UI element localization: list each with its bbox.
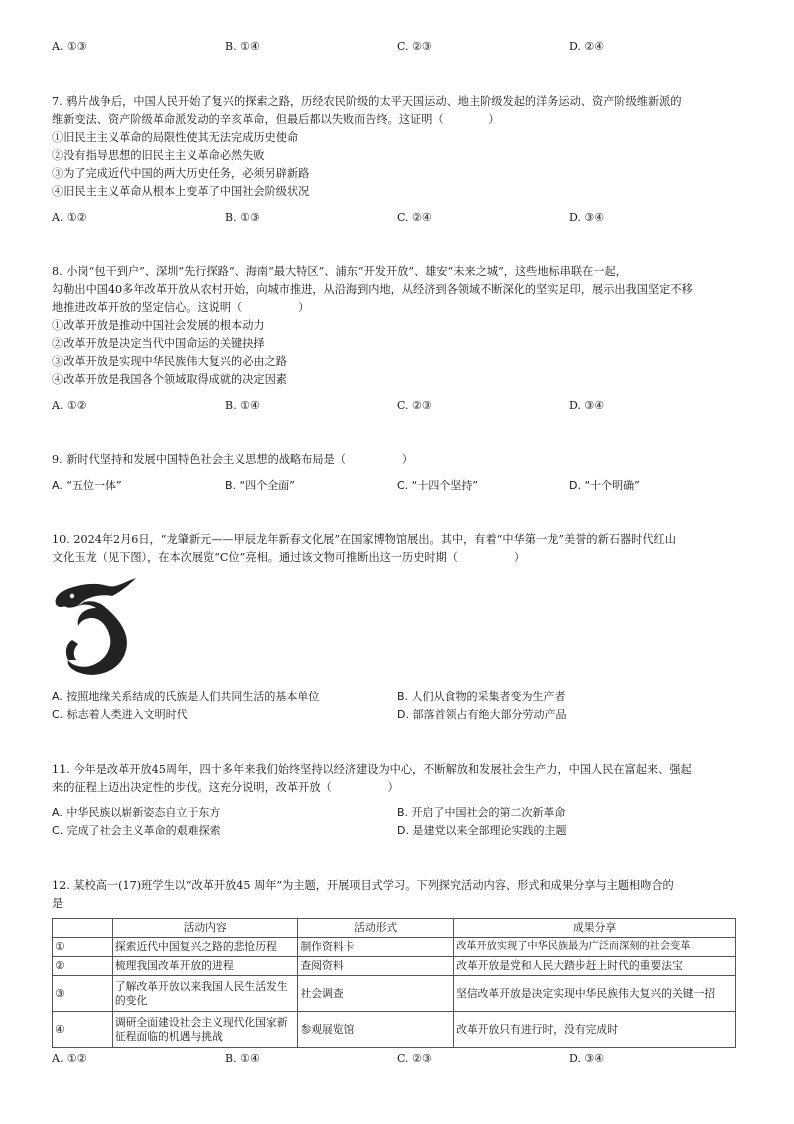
table-cell: 坚信改革开放是决定实现中华民族伟大复兴的关键一招	[454, 976, 736, 1012]
table-cell: ②	[53, 957, 113, 976]
option-a[interactable]: A. 按照地缘关系结成的氏族是人们共同生活的基本单位	[52, 690, 320, 703]
option-d[interactable]: D. ③④	[569, 211, 605, 224]
option-b[interactable]: B. ①③	[225, 211, 260, 224]
table-cell: 社会调查	[298, 976, 454, 1012]
option-b[interactable]: B. 人们从食物的采集者变为生产者	[397, 690, 566, 703]
option-d[interactable]: D. ②④	[569, 40, 605, 53]
table-row	[53, 1012, 736, 1048]
statement-item: ②没有指导思想的旧民主主义革命必然失败	[52, 149, 265, 162]
table-header-cell: 活动内容	[112, 919, 298, 938]
table-cell: ④	[53, 1012, 113, 1048]
statement-item: ④旧民主主义革命从根本上变革了中国社会阶级状况	[52, 185, 310, 198]
table-row	[53, 938, 736, 957]
table-header-cell	[53, 919, 113, 938]
table-cell: 查阅资料	[298, 957, 454, 976]
table-cell: 改革开放是党和人民大踏步赶上时代的重要法宝	[454, 957, 736, 976]
question-stem: 9. 新时代坚持和发展中国特色社会主义思想的战略布局是（ ）	[52, 453, 414, 466]
option-d[interactable]: D. ③④	[569, 399, 605, 412]
option-c[interactable]: C. ②④	[397, 211, 432, 224]
question-stem: 10. 2024年2月6日，“龙肇新元——甲辰龙年新春文化展”在国家博物馆展出。其中，有着“中华第一龙”美誉的新石器时代红山	[52, 533, 676, 546]
option-c[interactable]: C. “十四个坚持”	[397, 479, 479, 492]
table-cell: 了解改革开放以来我国人民生活发生的变化	[112, 976, 298, 1012]
option-b[interactable]: B. 开启了中国社会的第二次新革命	[397, 806, 566, 819]
option-d[interactable]: D. ③④	[569, 1052, 605, 1065]
option-a[interactable]: A. “五位一体”	[52, 479, 122, 492]
table-row	[53, 957, 736, 976]
option-b[interactable]: B. ①④	[225, 40, 260, 53]
table-cell: 制作资料卡	[298, 938, 454, 957]
question-stem: 是	[52, 897, 64, 910]
option-c[interactable]: C. ②③	[397, 399, 432, 412]
option-d[interactable]: D. 部落首领占有绝大部分劳动产品	[397, 708, 567, 721]
option-a[interactable]: A. ①②	[52, 1052, 87, 1065]
option-a[interactable]: A. ①②	[52, 211, 87, 224]
table-row	[53, 976, 736, 1012]
statement-item: ①旧民主主义革命的局限性使其无法完成历史使命	[52, 131, 299, 144]
table-cell: 改革开放实现了中华民族最为广泛而深刻的社会变革	[454, 938, 736, 957]
option-d[interactable]: D. 是建党以来全部理论实践的主题	[397, 824, 567, 837]
option-a[interactable]: A. ①②	[52, 399, 87, 412]
option-b[interactable]: B. ①④	[225, 1052, 260, 1065]
table-header-cell: 成果分享	[454, 919, 736, 938]
statement-item: ②改革开放是决定当代中国命运的关键抉择	[52, 337, 265, 350]
question-stem: 勾勒出中国40多年改革开放从农村开始，向城市推进，从沿海到内地，从经济到各领域不断深化的坚实足印，展示出我国坚定不移	[52, 283, 693, 296]
option-c[interactable]: C. 标志着人类进入文明时代	[52, 708, 188, 721]
table-cell: 梳理我国改革开放的进程	[112, 957, 298, 976]
table-cell: 参观展览馆	[298, 1012, 454, 1048]
question-stem: 文化玉龙（见下图），在本次展览“C位”亮相。通过该文物可推断出这一历史时期（ ）	[52, 551, 526, 564]
question-stem: 11. 今年是改革开放45周年，四十多年来我们始终坚持以经济建设为中心，不断解放和发展社会生产力，中国人民在富起来、强起	[52, 763, 692, 776]
table-cell: 探索近代中国复兴之路的悲怆历程	[112, 938, 298, 957]
option-c[interactable]: C. 完成了社会主义革命的艰难探索	[52, 824, 221, 837]
table-header-cell: 活动形式	[298, 919, 454, 938]
statement-item: ①改革开放是推动中国社会发展的根本动力	[52, 319, 265, 332]
table-cell: ①	[53, 938, 113, 957]
statement-item: ④改革开放是我国各个领域取得成就的决定因素	[52, 373, 287, 386]
question-stem: 来的征程上迈出决定性的步伐。这充分说明，改革开放（ ）	[52, 781, 399, 794]
jade-dragon-image	[50, 574, 142, 684]
table-header-row	[53, 919, 736, 938]
question-stem: 地推进改革开放的坚定信心。这说明（ ）	[52, 301, 310, 314]
table-cell: ③	[53, 976, 113, 1012]
activity-table	[52, 918, 736, 1048]
question-stem: 7. 鸦片战争后，中国人民开始了复兴的探索之路，历经农民阶级的太平天国运动、地主阶级发起的洋务运动、资产阶级维新派的	[52, 95, 682, 108]
question-stem: 8. 小岗“包干到户”、深圳“先行探路”、海南“最大特区”、浦东“开发开放”、雄安“未来之城”，这些地标串联在一起，	[52, 265, 627, 278]
option-c[interactable]: C. ②③	[397, 1052, 432, 1065]
table-cell: 改革开放只有进行时，没有完成时	[454, 1012, 736, 1048]
question-stem: 维新变法、资产阶级革命派发动的辛亥革命，但最后都以失败而告终。这证明（ ）	[52, 113, 500, 126]
statement-item: ③为了完成近代中国的两大历史任务，必须另辟新路	[52, 167, 310, 180]
option-c[interactable]: C. ②③	[397, 40, 432, 53]
option-a[interactable]: A. ①③	[52, 40, 87, 53]
statement-item: ③改革开放是实现中华民族伟大复兴的必由之路	[52, 355, 287, 368]
option-b[interactable]: B. “四个全面”	[225, 479, 295, 492]
question-stem: 12. 某校高一(17)班学生以“改革开放45 周年”为主题，开展项目式学习。下列探究活动内容、形式和成果分享与主题相吻合的	[52, 879, 674, 892]
option-d[interactable]: D. “十个明确”	[569, 479, 640, 492]
option-b[interactable]: B. ①④	[225, 399, 260, 412]
option-a[interactable]: A. 中华民族以崭新姿态自立于东方	[52, 806, 221, 819]
table-cell: 调研全面建设社会主义现代化国家新征程面临的机遇与挑战	[112, 1012, 298, 1048]
